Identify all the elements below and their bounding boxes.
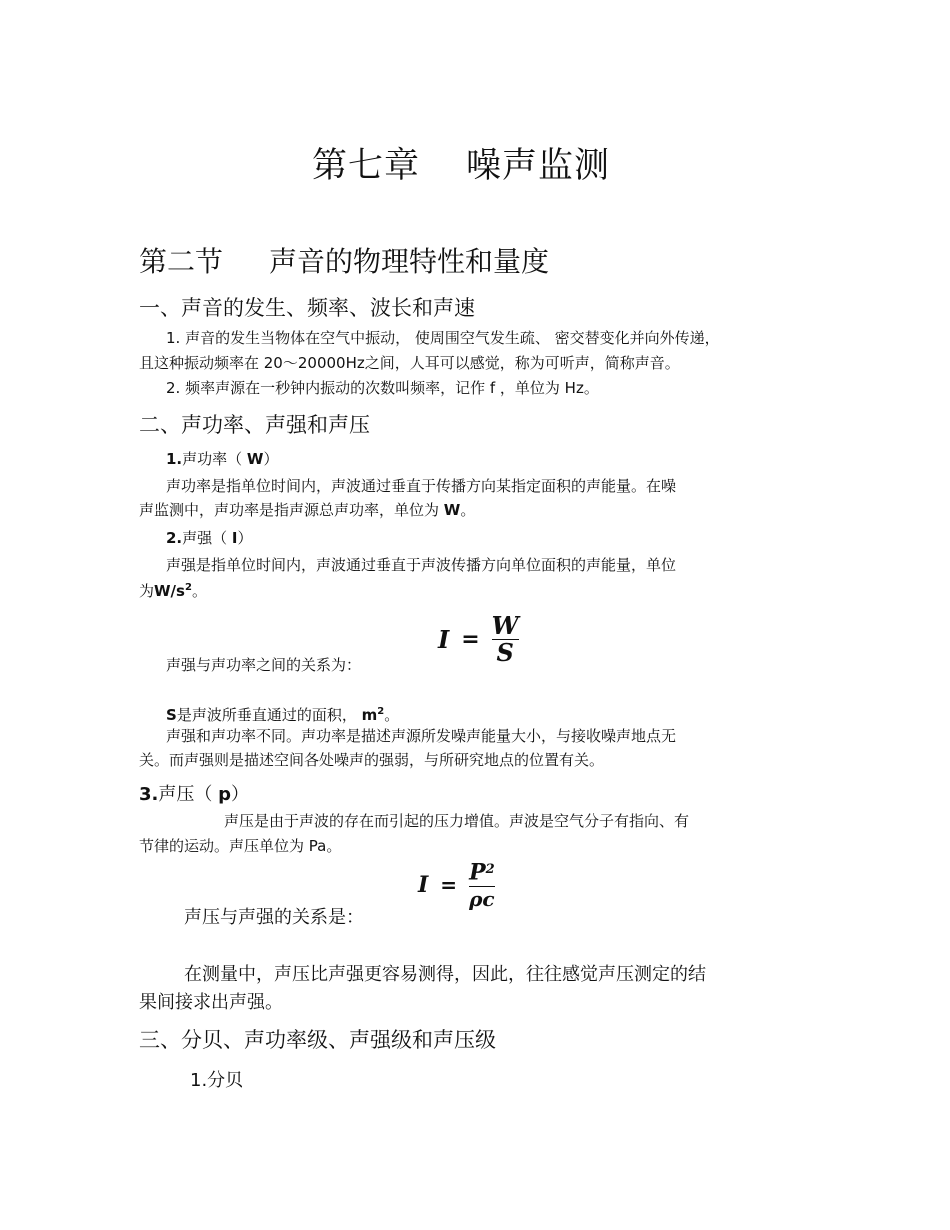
sound-pressure-def-line1: 声压是由于声波的存在而引起的压力增值。声波是空气分子有指向、有 [224,812,690,830]
relation-power-intensity-label: 声强与声功率之间的关系为： [166,656,362,674]
difference-line1: 声强和声功率不同。声功率是描述声源所发噪声能量大小，与接收噪声地点无 [166,727,677,745]
sound-intensity-def-line1: 声强是指单位时间内，声波通过垂直于声波传播方向单位面积的声能量，单位 [166,556,677,574]
chapter-number: 第七章 [312,146,421,186]
difference-line2: 关。而声强则是描述空间各处噪声的强弱，与所研究地点的位置有关。 [139,751,605,769]
paragraph-frequency: 2. 频率声源在一秒钟内振动的次数叫频率，记作 f ，单位为 Hz。 [166,379,599,397]
section-label: 第二节 [139,245,224,278]
subheading-sound-power: 1.声功率（ W） [166,450,279,468]
area-definition: S是声波所垂直通过的面积， $m^2$。 [166,706,400,724]
section-heading [139,240,549,280]
subheading-decibel: 1.分贝 [190,1070,244,1091]
subheading-sound-intensity: 2.声强（ I） [166,529,253,547]
sound-power-def-line1: 声功率是指单位时间内，声波通过垂直于传播方向某指定面积的声能量。在噪 [166,477,677,495]
sound-pressure-def-line2: 节律的运动。声压单位为 Pa。 [139,837,342,855]
measurement-line2: 果间接求出声强。 [139,992,283,1013]
chapter-topic: 噪声监测 [466,146,611,186]
chapter-title [312,138,610,188]
paragraph-sound-origin-line2: 且这种振动频率在 20～20000Hz之间，人耳可以感觉，称为可听声，简称声音。 [139,354,680,372]
formula-intensity-pressure: I = $\frac{P^2}{\rho c}$ [418,859,495,912]
sound-power-def-line2: 声监测中，声功率是指声源总声功率，单位为 W。 [139,501,476,519]
subheading-sound-pressure: 3.声压（ p） [139,784,249,805]
relation-pressure-intensity-label: 声压与声强的关系是： [184,907,364,928]
section-name: 声音的物理特性和量度 [269,245,550,278]
heading-one: 一、声音的发生、频率、波长和声速 [139,296,475,320]
heading-three: 三、分贝、声功率级、声强级和声压级 [139,1028,496,1052]
paragraph-sound-origin-line1: 1. 声音的发生当物体在空气中振动， 使周围空气发生疏、 密交替变化并向外传递， [166,329,720,347]
measurement-line1: 在测量中，声压比声强更容易测得，因此，往往感觉声压测定的结 [184,964,706,985]
heading-two: 二、声功率、声强和声压 [139,413,370,437]
sound-intensity-def-line2: 为$W/s^2$。 [139,582,207,600]
formula-intensity-power: I = $\frac{W}{S}$ [438,611,519,667]
